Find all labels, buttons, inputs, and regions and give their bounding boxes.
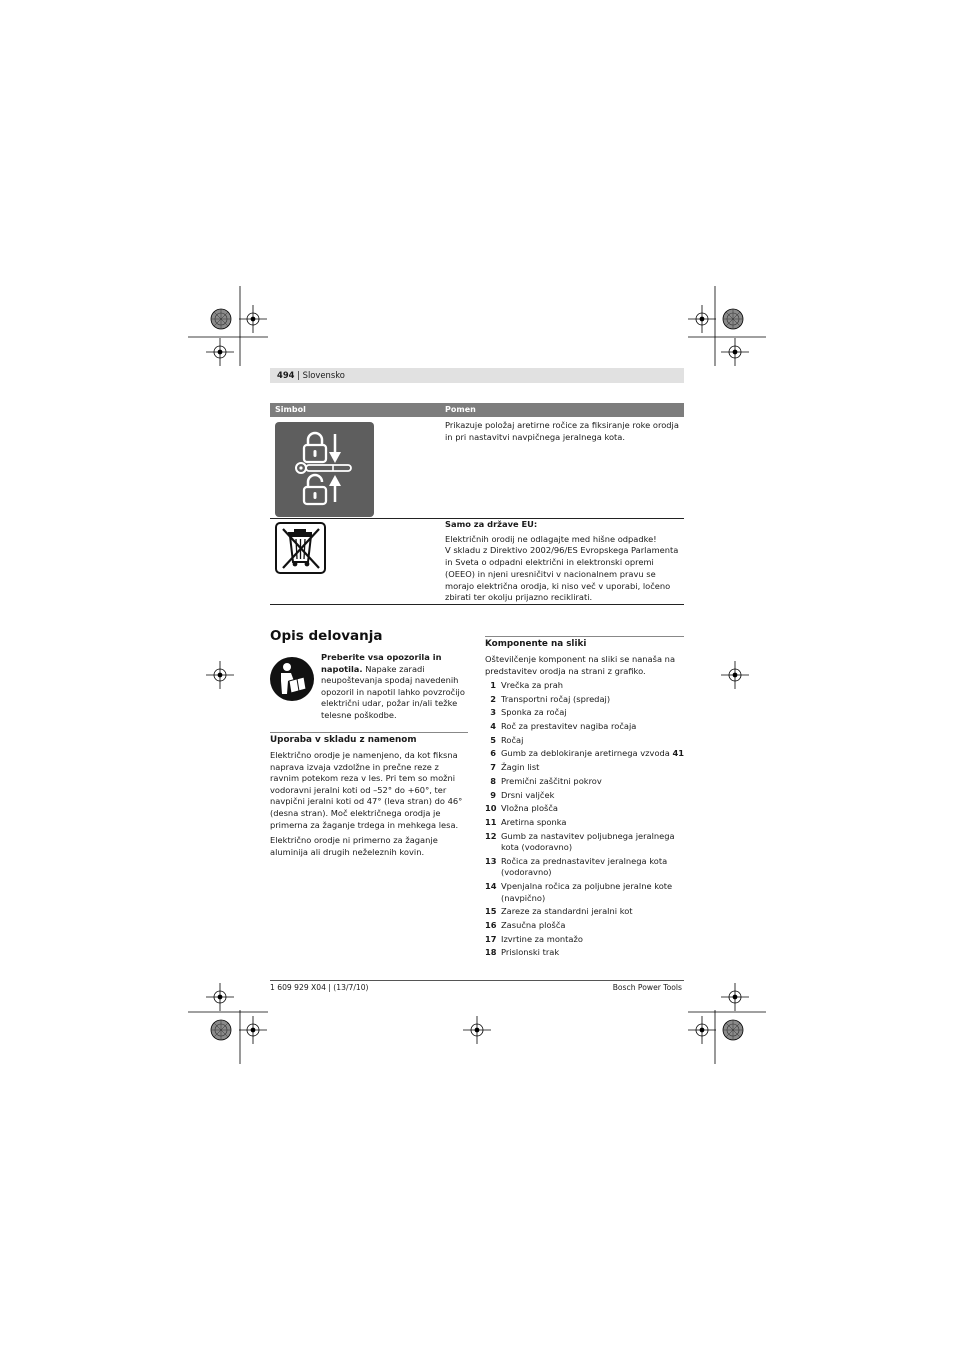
header-language: Slovensko	[302, 370, 345, 380]
page-header	[270, 368, 684, 383]
list-item: 5 Ročaj	[490, 734, 524, 745]
section-title: Opis delovanja	[270, 628, 383, 644]
list-item: 15 Zareze za standardni jeralni kot	[485, 906, 633, 917]
list-item: 1 Vrečka za prah	[490, 680, 564, 690]
footer-rule	[270, 980, 684, 981]
list-item: 14 Vpenjalna ročica za poljubne jeralne kote (navpično)	[485, 881, 673, 903]
read-manual-icon	[269, 656, 315, 702]
list-item: 13 Ročica za prednastavitev jeralnega kota (vodoravno)	[485, 855, 668, 878]
list-item: 9 Drsni valjček	[490, 789, 555, 800]
list-item: 3 Sponka za ročaj	[490, 707, 567, 718]
row-lock-description: Prikazuje položaj aretirne ročice za fiksiranje roke orodja in pri nastavitvi navpičnega jeralnega kota.	[445, 420, 679, 442]
list-item: 16 Zasučna plošča	[485, 920, 566, 931]
row-eu-description: Samo za države EU: Električnih orodij ne odlagajte med hišne odpadke! V skladu z Direktivo 2002/96/ES Evropskega Parlamenta in Sveta o odpadni električni in elektronski opremi (OEEO) in njeni uresničitvi v nacionalnem pravu se morajo električna orodja, ki niso več v uporabi, ločeno zbirati ter okolju prijazno reciklirati.	[445, 519, 679, 603]
list-item: 2 Transportni ročaj (spredaj)	[490, 693, 611, 704]
components-intro: Oštevilčenje komponent na sliki se nanaša na predstavitev orodja na strani z grafiko.	[485, 654, 676, 676]
intended-use-rule	[270, 732, 468, 733]
list-item: 6 Gumb za deblokiranje aretirnega vzvoda 41	[490, 748, 685, 759]
list-item: 4 Roč za prestavitev nagiba ročaja	[490, 721, 637, 732]
list-item: 7 Žagin list	[490, 762, 540, 773]
list-item: 17 Izvrtine za montažo	[485, 933, 583, 944]
crossed-bin-icon	[275, 522, 326, 574]
col-meaning-header: Pomen	[445, 405, 476, 414]
footer-brand: Bosch Power Tools	[612, 983, 682, 992]
list-item: 18 Prislonski trak	[485, 947, 560, 958]
table-bottom-rule	[270, 604, 684, 605]
components-list	[485, 680, 685, 961]
intended-use-text: Električno orodje je namenjeno, da kot fiksna naprava izvaja vzdolžne in prečne reze z ravnim potekom reza v les. Pri tem so možni vodoravni jeralni koti od –52° do +60°, ter navpični jeralni koti od 47° (leva stran) do 46° (desna stran). Moč električnega orodja je primerna za žaganje trdega in mehkega lesa. Električno orodje ni primerno za žaganje aluminija ali drugih neželeznih kovin.	[270, 750, 463, 857]
safety-warning: Preberite vsa opozorila in napotila. Napake zaradi neupoštevanja spodaj navedenih opozoril in napotil lahko povzročijo električni udar, požar in/ali težke telesne poškodbe.	[321, 652, 465, 720]
components-title: Komponente na sliki	[485, 639, 587, 649]
list-item: 8 Premični zaščitni pokrov	[490, 775, 602, 786]
list-item: 10 Vložna plošča	[485, 803, 559, 814]
intended-use-title: Uporaba v skladu z namenom	[270, 735, 417, 745]
table-header	[270, 403, 684, 417]
miter-lock-icon	[275, 422, 374, 517]
list-item: 11 Aretirna sponka	[485, 816, 567, 827]
header-separator: |	[297, 370, 300, 380]
list-item: 12 Gumb za nastavitev poljubnega jeralnega kota (vodoravno)	[485, 830, 675, 853]
page-number: 494	[277, 370, 295, 380]
components-rule	[485, 636, 684, 637]
footer-doc-number: 1 609 929 X04 | (13/7/10)	[270, 983, 369, 992]
col-symbol-header: Simbol	[275, 405, 306, 414]
